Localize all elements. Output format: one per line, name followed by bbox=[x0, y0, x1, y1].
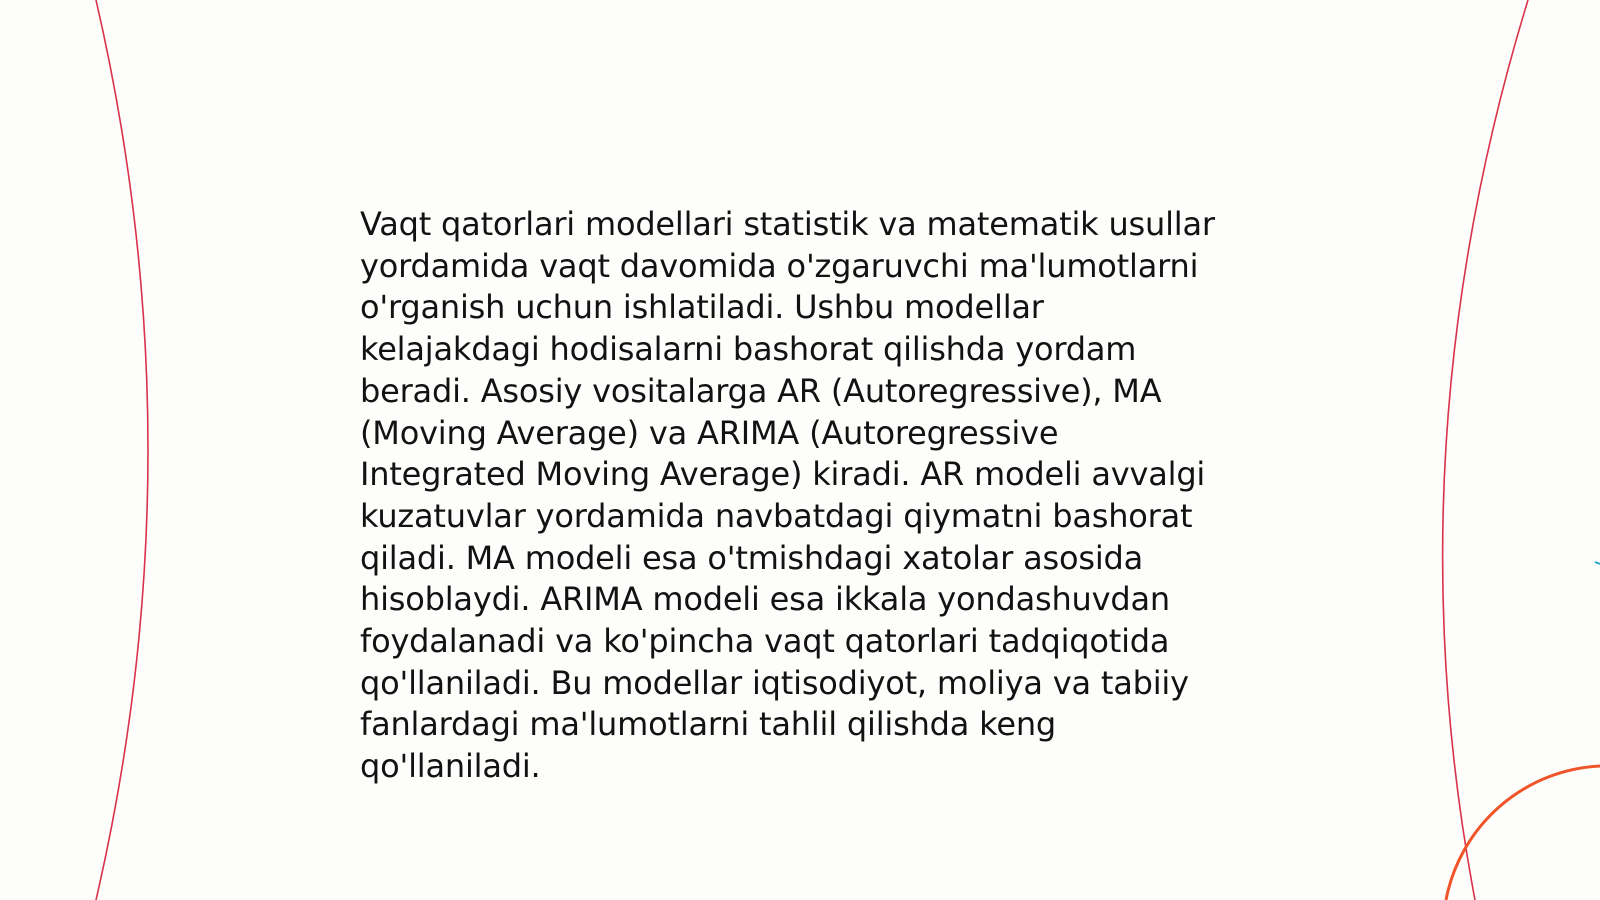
left-arc-line bbox=[96, 0, 148, 900]
right-arc-line bbox=[1443, 0, 1528, 900]
corner-circle-arc bbox=[1446, 766, 1600, 900]
edge-accent-mark bbox=[1595, 562, 1600, 564]
slide-body-text: Vaqt qatorlari modellari statistik va matematik usullar yordamida vaqt davomida o'zgaruvchi ma'lumotlarni o'rganish uchun ishlatiladi. Ushbu modellar kelajakdagi hodisalarni bashorat qilishda yordam beradi. Asosiy vositalarga AR (Autoregressive), MA (Moving Average) va ARIMA (Autoregressive Integrated Moving Average) kiradi. AR modeli avvalgi kuzatuvlar yordamida navbatdagi qiymatni bashorat qiladi. MA modeli esa o'tmishdagi xatolar asosida hisoblaydi. ARIMA modeli esa ikkala yondashuvdan foydalanadi va ko'pincha vaqt qatorlari tadqiqotida qo'llaniladi. Bu modellar iqtisodiyot, moliya va tabiiy fanlardagi ma'lumotlarni tahlil qilishda keng qo'llaniladi. bbox=[360, 205, 1215, 786]
